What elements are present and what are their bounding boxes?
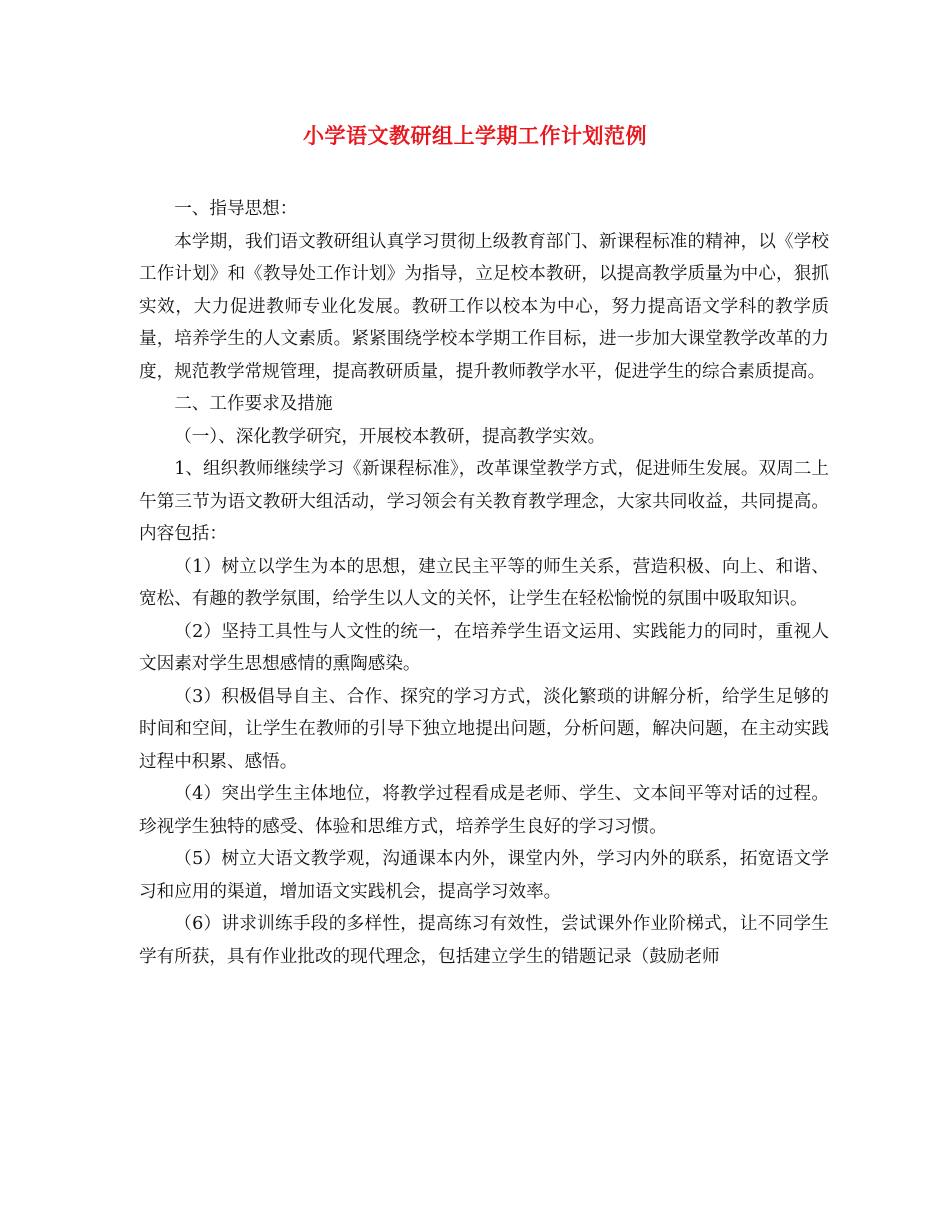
subsection-heading-1: （一）、深化教学研究，开展校本教研，提高教学实效。 — [174, 426, 606, 447]
document-title: 小学语文教研组上学期工作计划范例 — [303, 123, 647, 148]
paragraph-point-1: （1）树立以学生为本的思想，建立民主平等的师生关系，营造积极、向上、和谐、宽松、有趣的教学氛围，给学生以人文的关怀，让学生在轻松愉悦的氛围中吸取知识。 — [139, 556, 829, 609]
paragraph-point-6: （6）讲求训练手段的多样性，提高练习有效性，尝试课外作业阶梯式，让不同学生学有所获，具有作业批改的现代理念，包括建立学生的错题记录（鼓励老师 — [139, 914, 829, 967]
paragraph-guiding-ideology: 本学期，我们语文教研组认真学习贯彻上级教育部门、新课程标准的精神，以《学校工作计划》和《教导处工作计划》为指导，立足校本教研，以提高教学质量为中心，狠抓实效，大力促进教师专业化发展。教研工作以校本为中心，努力提高语文学科的教学质量，培养学生的人文素质。紧紧围绕学校本学期工作目标，进一步加大课堂教学改革的力度，规范教学常规管理，提高教研质量，提升教师教学水平，促进学生的综合素质提高。 — [139, 231, 829, 382]
paragraph-point-2: （2）坚持工具性与人文性的统一，在培养学生语文运用、实践能力的同时，重视人文因素对学生思想感情的熏陶感染。 — [139, 621, 829, 674]
document-body — [139, 193, 829, 973]
section-heading-guiding-ideology: 一、指导思想： — [174, 199, 298, 219]
paragraph-item-1: 1、组织教师继续学习《新课程标准》，改革课堂教学方式，促进师生发展。双周二上午第三节为语文教研大组活动，学习领会有关教育教学理念，大家共同收益，共同提高。内容包括： — [139, 459, 829, 544]
section-heading-requirements: 二、工作要求及措施 — [174, 394, 333, 414]
paragraph-point-3: （3）积极倡导自主、合作、探究的学习方式，淡化繁琐的讲解分析，给学生足够的时间和空间，让学生在教师的引导下独立地提出问题，分析问题，解决问题，在主动实践过程中积累、感悟。 — [139, 686, 829, 772]
paragraph-point-4: （4）突出学生主体地位，将教学过程看成是老师、学生、文本间平等对话的过程。珍视学生独特的感受、体验和思维方式，培养学生良好的学习习惯。 — [139, 784, 829, 837]
paragraph-point-5: （5）树立大语文教学观，沟通课本内外，课堂内外，学习内外的联系，拓宽语文学习和应用的渠道，增加语文实践机会，提高学习效率。 — [139, 849, 829, 902]
